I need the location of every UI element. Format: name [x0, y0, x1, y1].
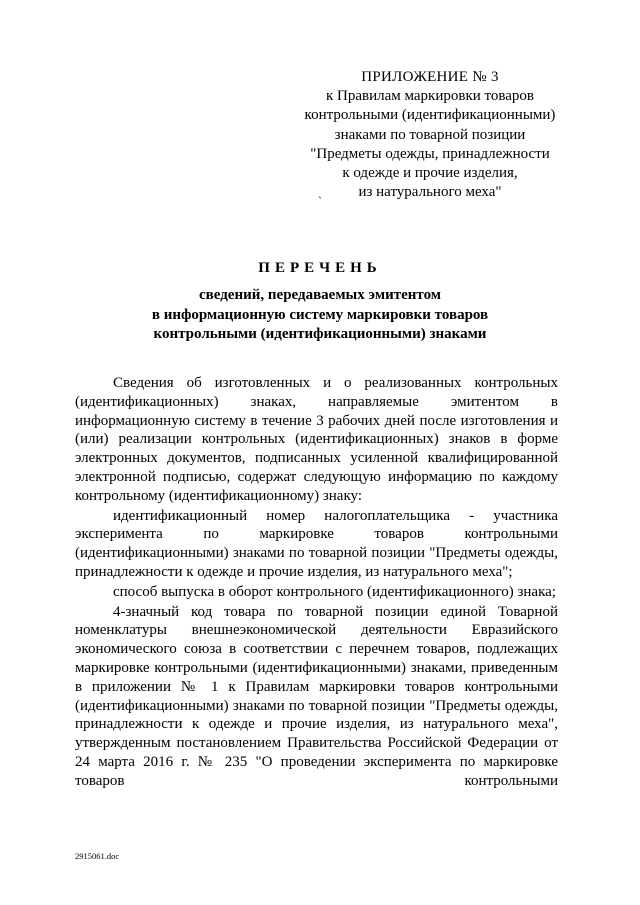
- subtitle-line: в информационную систему маркировки товаров: [151, 306, 489, 323]
- document-title: ПЕРЕЧЕНЬ: [258, 260, 382, 276]
- body-paragraph: идентификационный номер налогоплательщика - участника эксперимента по маркировке товаров контрольными (идентификационными) знаками по товарной позиции "Предметы одежды, принадлежности к одежде и прочие изделия, из натурального меха";: [75, 507, 558, 580]
- body-paragraph: 4-значный код товара по товарной позиции единой Товарной номенклатуры внешнеэкономической деятельности Евразийского экономического союза в соответствии с перечнем товаров, подлежащих маркировке контрольными (идентификационными) знаками, приведенным в приложении № 1 к Правилам маркировки товаров контрольными (идентификационными) знаками по товарной позиции "Предметы одежды, принадлежности к одежде и прочие изделия, из натурального меха", утвержденным постановлением Правительства Российской Федерации от 24 марта 2016 г. № 235 "О проведении эксперимента по маркировке товаров контрольными: [75, 603, 558, 789]
- appendix-title: ПРИЛОЖЕНИЕ № 3: [361, 69, 499, 85]
- document-subtitle: [100, 286, 540, 345]
- appendix-line: из натурального меха": [358, 184, 502, 201]
- appendix-line: к одежде и прочие изделия,: [342, 165, 518, 182]
- subtitle-line: контрольными (идентификационными) знаками: [153, 326, 487, 342]
- stray-mark: `: [318, 194, 322, 208]
- footer-doc-code: 2915061.doc: [75, 851, 120, 861]
- appendix-line: знаками по товарной позиции: [334, 126, 526, 143]
- subtitle-line: сведений, передаваемых эмитентом: [199, 287, 441, 303]
- appendix-line: к Правилам маркировки товаров: [325, 88, 534, 105]
- appendix-line: контрольными (идентификационными): [304, 107, 556, 124]
- appendix-header: [300, 68, 560, 202]
- body-paragraph: Сведения об изготовленных и о реализованных контрольных (идентификационных) знаках, направляемые эмитентом в информационную систему в течение 3 рабочих дней после изготовления и (или) реализации контрольных (идентификационных) знаков в форме электронных документов, подписанных усиленной квалифицированной электронной подписью, содержат следующую информацию по каждому контрольному (идентификационному) знаку:: [75, 375, 558, 504]
- appendix-line: "Предметы одежды, принадлежности: [310, 145, 550, 162]
- body-text: [75, 374, 558, 792]
- body-paragraph: способ выпуска в оборот контрольного (идентификационного) знака;: [113, 583, 556, 600]
